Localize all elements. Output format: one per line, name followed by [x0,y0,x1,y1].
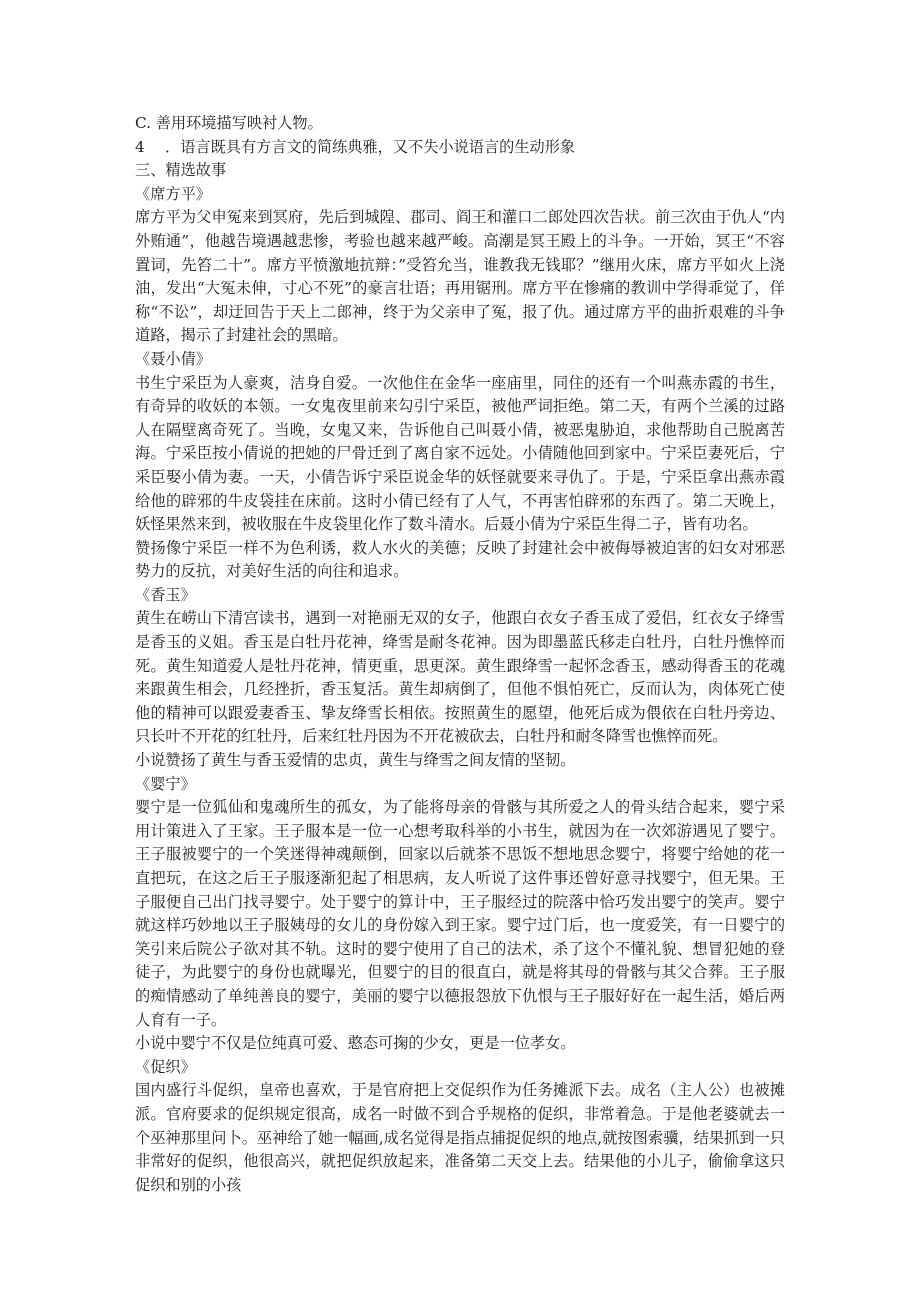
story-comment: 小说赞扬了黄生与香玉爱情的忠贞，黄生与绛雪之间友情的坚韧。 [135,751,576,770]
option-c-line: C. 善用环境描写映衬人物。 [135,114,323,132]
document-body [135,112,785,1197]
story-title-cuzhi: 《促织》 [135,1057,196,1076]
story-title-yingning: 《婴宁》 [135,774,196,793]
point-4-text: ．语言既具有方言文的简练典雅，又不失小说语言的生动形象 [165,137,576,156]
story-paragraph: 书生宁采臣为人豪爽，洁身自爱。一次他住在金华一座庙里，同住的还有一个叫燕赤霞的书生，有奇异的收妖的本领。一女鬼夜里前来勾引宁采臣，被他严词拒绝。第二天，有两个兰溪的过路人在隔壁离奇死了。当晚，女鬼又来，告诉他自己叫聂小倩，被恶鬼胁迫，求他帮助自己脱离苦海。宁采臣按小倩说的把她的尸骨迁到了离自家不远处。小倩随他回到家中。宁采臣妻死后，宁采臣娶小倩为妻。一天，小倩告诉宁采臣说金华的妖怪就要来寻仇了。于是，宁采臣拿出燕赤霞给他的辟邪的牛皮袋挂在床前。这时小倩已经有了人气，不再害怕辟邪的东西了。第二天晚上，妖怪果然来到，被收服在牛皮袋里化作了数斗清水。后聂小倩为宁采臣生得二子，皆有功名。 [135,373,785,534]
story-title-xiangyu: 《香玉》 [135,585,196,604]
point-4-number: 4 [135,137,145,156]
section-title: 三、精选故事 [135,161,227,180]
point-4-line [135,136,785,160]
story-paragraph: 婴宁是一位狐仙和鬼魂所生的孤女，为了能将母亲的骨骸与其所爱之人的骨头结合起来，婴宁采用计策进入了王家。王子服本是一位一心想考取科举的小书生，就因为在一次郊游遇见了婴宁。王子服被婴宁的一个笑迷得神魂颠倒，回家以后就茶不思饭不想地思念婴宁，将婴宁给她的花一直把玩，在这之后王子服逐渐犯起了相思病，友人听说了这件事还曾好意寻找婴宁，但无果。王子服便自己出门找寻婴宁。处于婴宁的算计中，王子服经过的院落中恰巧发出婴宁的笑声。婴宁就这样巧妙地以王子服姨母的女儿的身份嫁入到王家。婴宁过门后，也一度爱笑，有一日婴宁的笑引来后院公子欲对其不轨。这时的婴宁使用了自己的法术，杀了这个不懂礼貌、想冒犯她的登徒子，为此婴宁的身份也就曝光，但婴宁的目的很直白，就是将其母的骨骸与其父合葬。王子服的痴情感动了单纯善良的婴宁，美丽的婴宁以德报怨放下仇恨与王子服好好在一起生活，婚后两人育有一子。 [135,798,785,1029]
story-paragraph: 国内盛行斗促织，皇帝也喜欢，于是官府把上交促织作为任务摊派下去。成名（主人公）也被摊派。官府要求的促织规定很高，成名一时做不到合乎规格的促织，非常着急。于是他老婆就去一个巫神那里问卜。巫神给了她一幅画,成名觉得是指点捕捉促织的地点,就按图索骥，结果抓到一只非常好的促织，他很高兴，就把促织放起来，准备第二天交上去。结果他的小儿子，偷偷拿这只促织和别的小孩 [135,1081,785,1194]
story-paragraph: 黄生在崂山下清宫读书，遇到一对艳丽无双的女子，他跟白衣女子香玉成了爱侣，红衣女子绛雪是香玉的义姐。香玉是白牡丹花神，绛雪是耐冬花神。因为即墨蓝氏移走白牡丹，白牡丹憔悴而死。黄生知道爱人是牡丹花神，情更重，思更深。黄生跟绛雪一起怀念香玉，感动得香玉的花魂来跟黄生相会，几经挫折，香玉复活。黄生却病倒了，但他不惧怕死亡，反而认为，肉体死亡使他的精神可以跟爱妻香玉、挚友绛雪长相依。按照黄生的愿望，他死后成为偎依在白牡丹旁边、只长叶不开花的红牡丹，后来红牡丹因为不开花被砍去，白牡丹和耐冬降雪也憔悴而死。 [135,609,785,746]
story-comment: 赞扬像宁采臣一样不为色利诱，救人水火的美德；反映了封建社会中被侮辱被迫害的妇女对邪恶势力的反抗，对美好生活的向往和追求。 [135,538,785,581]
story-title-niexiaoqian: 《聂小倩》 [135,349,211,368]
story-paragraph: 席方平为父申冤来到冥府，先后到城隍、郡司、阎王和灌口二郎处四次告状。前三次由于仇人“内外贿通”，他越告境遇越悲惨，考验也越来越严峻。高潮是冥王殿上的斗争。一开始，冥王“不容置词，先笞二十”。席方平愤激地抗辩：”受笞允当，谁教我无钱耶？”继用火床，席方平如火上浇油，发出“大冤未伸，寸心不死”的豪言壮语；再用锯刑。席方平在惨痛的教训中学得乖觉了，佯称“不讼”，却迂回告于天上二郎神，终于为父亲申了冤，报了仇。通过席方平的曲折艰难的斗争道路，揭示了封建社会的黑暗。 [135,208,785,345]
story-title-xifangping: 《席方平》 [135,184,211,203]
story-comment: 小说中婴宁不仅是位纯真可爱、憨态可掬的少女，更是一位孝女。 [135,1034,576,1053]
